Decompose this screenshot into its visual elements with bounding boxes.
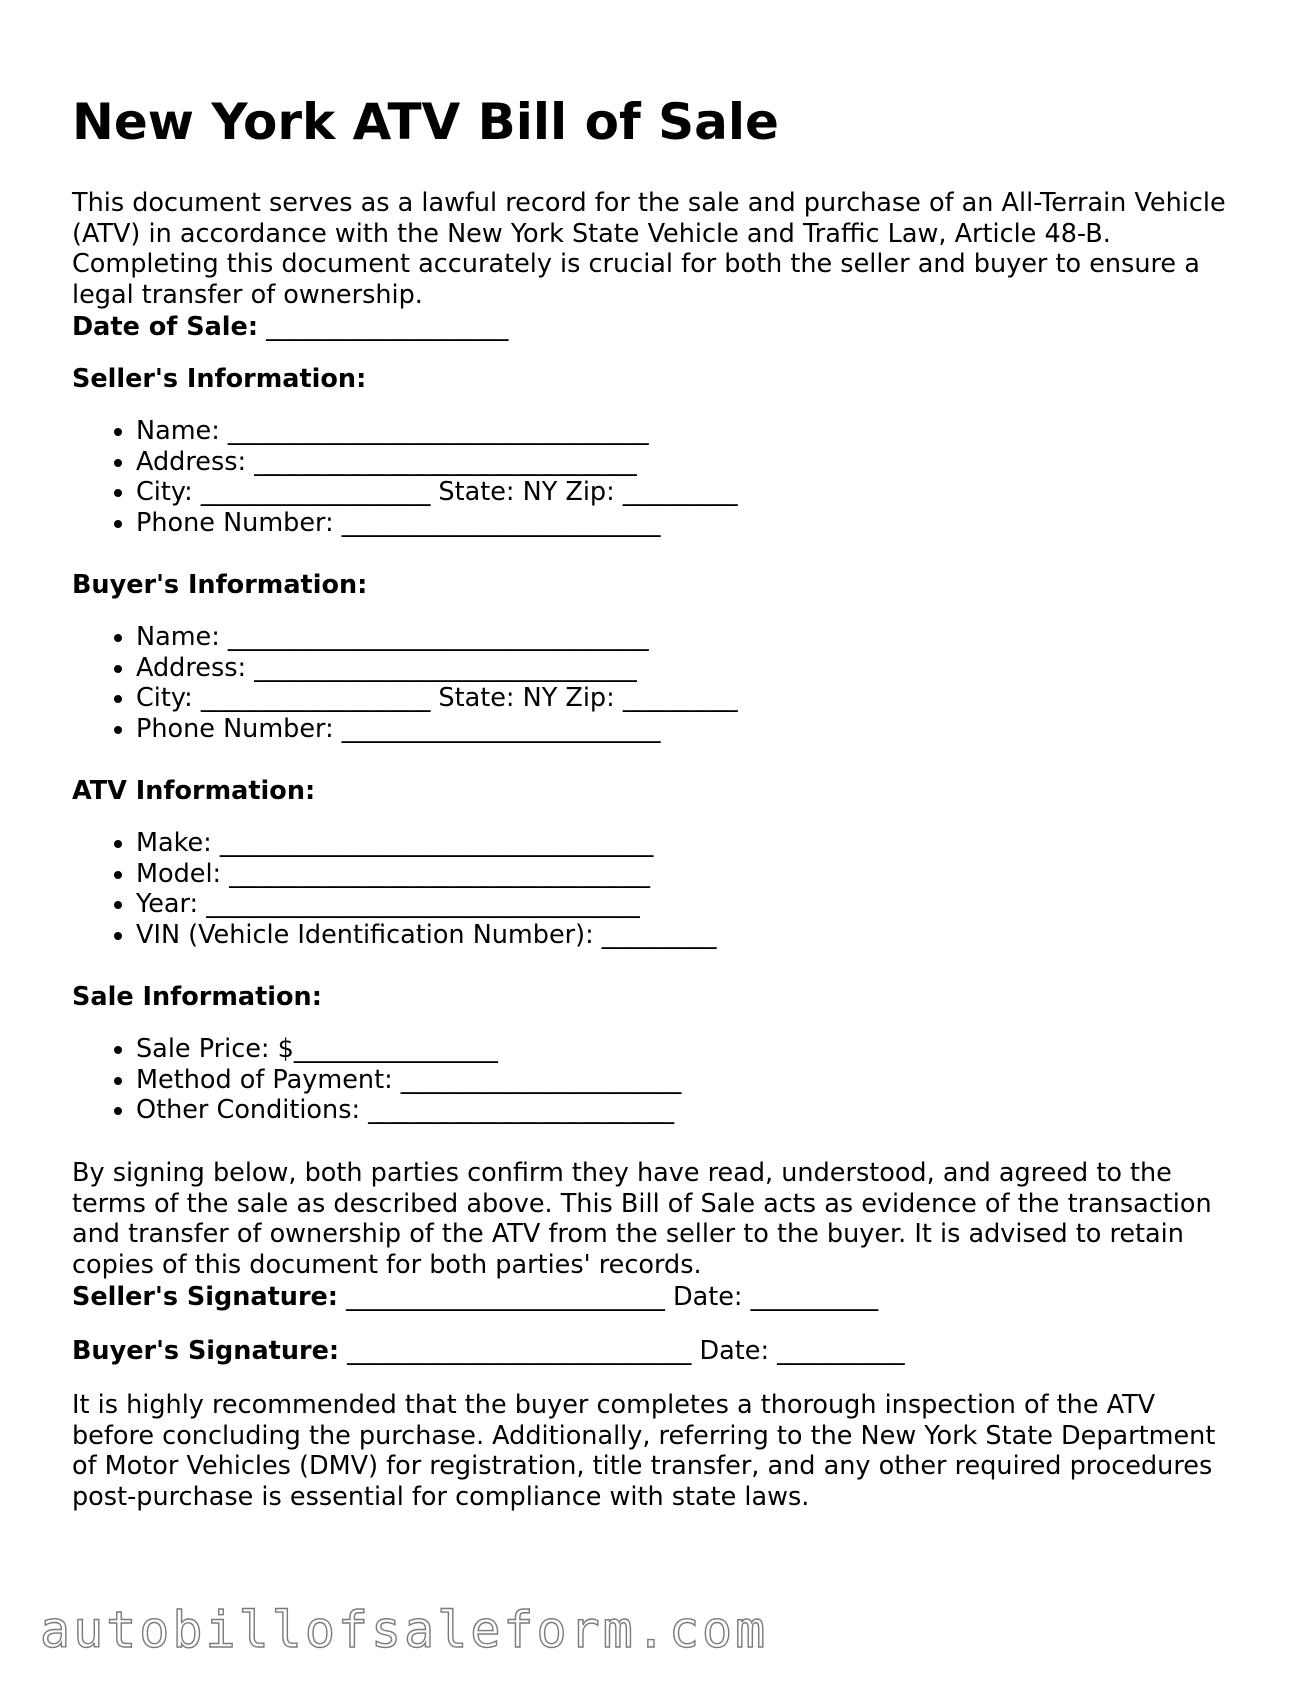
buyer-name-item: • Name: _________________________________ xyxy=(136,622,738,653)
seller-name-item: • Name: _________________________________ xyxy=(136,416,738,447)
site-watermark: autobillofsaleform.com xyxy=(40,1601,769,1659)
buyer-phone-item: • Phone Number: _________________________ xyxy=(136,714,738,745)
date-of-sale-line xyxy=(72,312,508,343)
document-title: New York ATV Bill of Sale xyxy=(72,93,779,151)
date-of-sale-blank: ___________________ xyxy=(266,312,509,342)
seller-signature-blanks: _________________________ Date: __________ xyxy=(338,1282,879,1312)
payment-method-item: • Method of Payment: ______________________ xyxy=(136,1065,681,1096)
seller-address-item: • Address: ______________________________ xyxy=(136,447,738,478)
seller-city-item: • City: __________________ State: NY Zip: _________ xyxy=(136,477,738,508)
atv-make-item: • Make: __________________________________ xyxy=(136,828,717,859)
recommendation-paragraph: It is highly recommended that the buyer completes a thorough inspection of the ATV before concluding the purchase. Additionally, referring to the New York State Department of Motor Vehicles (DMV) for registration, title transfer, and any other required procedures post-purchase is essential for compliance with state laws. xyxy=(72,1390,1216,1512)
seller-signature-label: Seller's Signature: xyxy=(72,1282,339,1312)
atv-info-list xyxy=(72,828,717,950)
buyer-city-item: • City: __________________ State: NY Zip: _________ xyxy=(136,683,738,714)
buyer-signature-line xyxy=(72,1336,905,1367)
seller-info-list xyxy=(72,416,738,538)
buyer-signature-label: Buyer's Signature: xyxy=(72,1336,340,1366)
buyer-heading: Buyer's Information: xyxy=(72,570,368,600)
sale-price-item: • Sale Price: $________________ xyxy=(136,1034,681,1065)
buyer-signature-blanks: ___________________________ Date: __________ xyxy=(339,1336,905,1366)
buyer-address-item: • Address: ______________________________ xyxy=(136,653,738,684)
intro-paragraph: This document serves as a lawful record for the sale and purchase of an All-Terrain Vehicle (ATV) in accordance with the New York State Vehicle and Traffic Law, Article 48-B. Completing this document accurately is crucial for both the seller and buyer to ensure a legal transfer of ownership. xyxy=(72,188,1226,310)
atv-vin-item: • VIN (Vehicle Identification Number): _________ xyxy=(136,920,717,951)
atv-year-item: • Year: __________________________________ xyxy=(136,889,717,920)
sale-heading: Sale Information: xyxy=(72,982,322,1012)
other-conditions-item: • Other Conditions: ________________________ xyxy=(136,1095,681,1126)
date-of-sale-label: Date of Sale: xyxy=(72,312,259,342)
agreement-paragraph: By signing below, both parties confirm they have read, understood, and agreed to the terms of the sale as described above. This Bill of Sale acts as evidence of the transaction and transfer of ownership of the ATV from the seller to the buyer. It is advised to retain copies of this document for both parties' records. xyxy=(72,1158,1212,1280)
seller-phone-item: • Phone Number: _________________________ xyxy=(136,508,738,539)
atv-model-item: • Model: _________________________________ xyxy=(136,859,717,890)
seller-signature-line xyxy=(72,1282,878,1313)
seller-heading: Seller's Information: xyxy=(72,364,367,394)
buyer-info-list xyxy=(72,622,738,744)
atv-heading: ATV Information: xyxy=(72,776,316,806)
sale-info-list xyxy=(72,1034,681,1126)
